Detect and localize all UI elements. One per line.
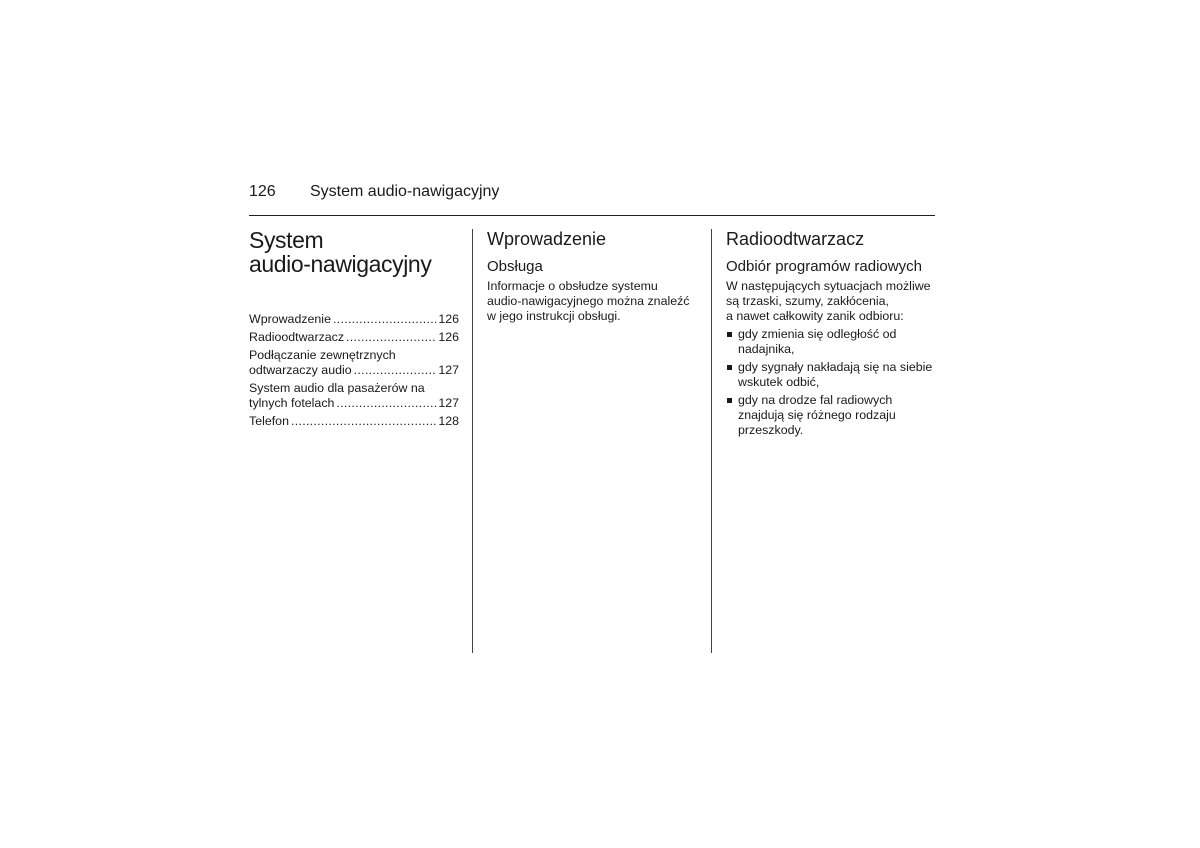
list-item	[726, 360, 941, 390]
table-of-contents	[249, 312, 459, 429]
toc-leader-dots	[291, 414, 436, 429]
toc-page-number: 126	[438, 330, 459, 344]
text-line: a nawet całkowity zanik odbioru:	[726, 309, 904, 323]
list-item	[726, 393, 941, 438]
radio-column	[726, 228, 941, 441]
intro-column	[487, 228, 702, 324]
page-header	[249, 183, 499, 203]
bullet-square-icon	[727, 332, 732, 337]
bullet-square-icon	[727, 365, 732, 370]
text-line: gdy sygnały nakładają się na siebie	[738, 360, 933, 374]
text-line: wskutek odbić,	[738, 375, 820, 389]
page-number: 126	[249, 183, 276, 200]
toc-entry[interactable]	[249, 330, 459, 345]
chapter-title-line: System	[249, 227, 324, 253]
bullet-square-icon	[727, 398, 732, 403]
text-line: gdy zmienia się odległość od	[738, 327, 897, 341]
chapter-title-line: audio-nawigacyjny	[249, 251, 432, 277]
toc-entry-label: odtwarzaczy audio	[249, 363, 352, 377]
section-heading: Radioodtwarzacz	[726, 229, 865, 249]
text-line: nadajnika,	[738, 342, 795, 356]
text-line: przeszkody.	[738, 423, 804, 437]
body-paragraph	[487, 279, 702, 324]
column-divider	[711, 229, 712, 653]
toc-entry-label: Podłączanie zewnętrznych	[249, 348, 396, 362]
toc-leader-dots	[333, 312, 436, 327]
toc-entry[interactable]	[249, 312, 459, 327]
toc-entry[interactable]	[249, 348, 459, 378]
toc-entry-label: tylnych fotelach	[249, 396, 335, 410]
text-line: audio-nawigacyjnego można znaleźć	[487, 294, 690, 308]
toc-page-number: 127	[438, 363, 459, 377]
toc-entry[interactable]	[249, 414, 459, 429]
header-rule	[249, 215, 935, 216]
toc-page-number: 127	[438, 396, 459, 410]
toc-entry-label: Wprowadzenie	[249, 312, 331, 326]
text-line: Informacje o obsłudze systemu	[487, 279, 658, 293]
toc-page-number: 126	[438, 312, 459, 326]
toc-entry-label: Radioodtwarzacz	[249, 330, 345, 344]
subsection-heading: Odbiór programów radiowych	[726, 258, 922, 275]
toc-leader-dots	[354, 363, 437, 378]
running-title: System audio-nawigacyjny	[310, 183, 500, 200]
text-line: W następujących sytuacjach możliwe	[726, 279, 931, 293]
body-paragraph	[726, 279, 941, 324]
toc-entry-label: Telefon	[249, 414, 289, 428]
subsection-heading: Obsługa	[487, 258, 543, 275]
chapter-title	[249, 228, 459, 276]
text-line: są trzaski, szumy, zakłócenia,	[726, 294, 889, 308]
toc-entry[interactable]	[249, 381, 459, 411]
text-line: znajdują się różnego rodzaju	[738, 408, 896, 422]
toc-entry-label: System audio dla pasażerów na	[249, 381, 425, 395]
bullet-list	[726, 327, 941, 438]
section-heading: Wprowadzenie	[487, 229, 607, 249]
toc-leader-dots	[336, 396, 436, 411]
chapter-column	[249, 228, 459, 432]
toc-page-number: 128	[438, 414, 459, 428]
text-line: w jego instrukcji obsługi.	[487, 309, 621, 323]
toc-leader-dots	[346, 330, 436, 345]
column-divider	[472, 229, 473, 653]
list-item	[726, 327, 941, 357]
text-line: gdy na drodze fal radiowych	[738, 393, 893, 407]
